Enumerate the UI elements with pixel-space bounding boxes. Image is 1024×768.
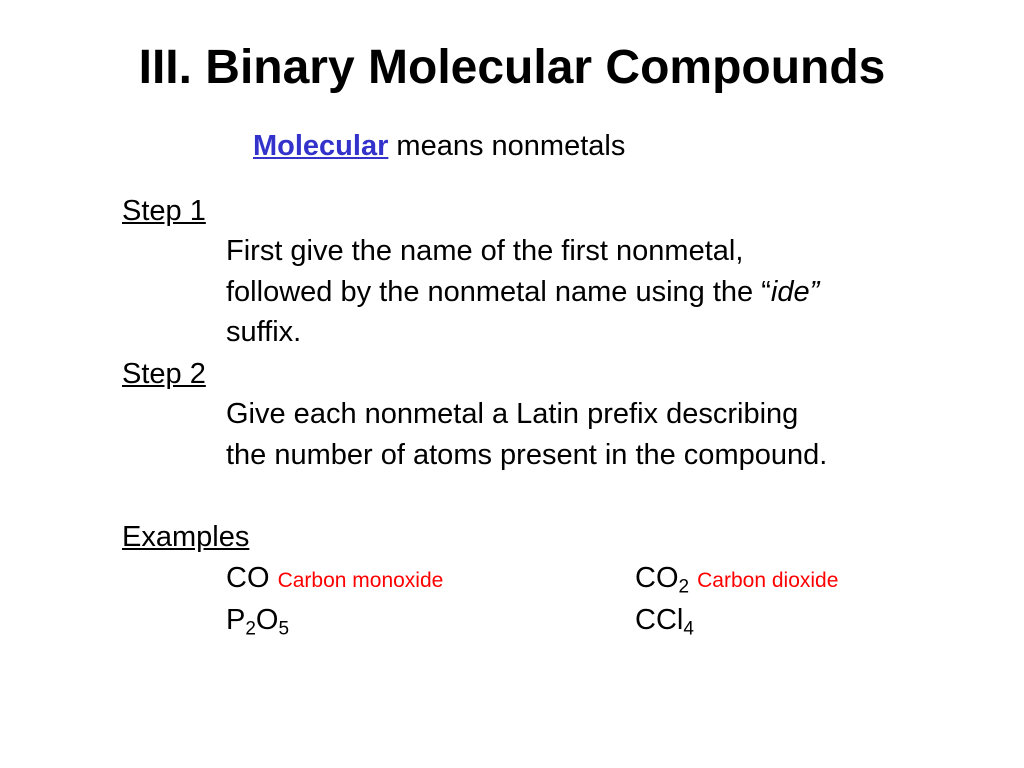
subtitle-keyword: Molecular: [253, 130, 389, 162]
subtitle: [253, 130, 625, 163]
example-co: [226, 564, 443, 593]
step2-line2: the number of atoms present in the compound.: [226, 439, 828, 471]
step1-line3: suffix.: [226, 316, 302, 348]
suffix-ide: ide”: [770, 276, 820, 308]
example-co2: [635, 562, 839, 598]
formula-p-subscript: 2: [245, 618, 256, 640]
formula-co2-base: CO: [635, 562, 679, 594]
formula-ccl-subscript: 4: [683, 618, 694, 640]
formula-ccl-base: CCl: [635, 604, 684, 636]
subtitle-rest: means nonmetals: [388, 130, 626, 162]
example-p2o5: [226, 604, 290, 640]
formula-o-subscript: 5: [278, 618, 290, 640]
example-ccl4: [635, 604, 694, 640]
name-carbon-monoxide: Carbon monoxide: [277, 569, 444, 592]
step1-line2: [226, 278, 819, 307]
formula-o: O: [255, 604, 279, 636]
step1-line2-text: followed by the nonmetal name using the “: [226, 276, 771, 308]
step2-line1: Give each nonmetal a Latin prefix describing: [226, 398, 799, 430]
name-carbon-dioxide: Carbon dioxide: [697, 569, 839, 592]
formula-co2-subscript: 2: [678, 576, 690, 598]
formula-co: CO: [226, 562, 270, 594]
examples-heading: Examples: [122, 521, 250, 553]
step1-heading: Step 1: [122, 195, 206, 227]
step1-line1: First give the name of the first nonmetal,: [226, 235, 744, 267]
step2-heading: Step 2: [122, 358, 206, 390]
formula-p: P: [226, 604, 246, 636]
slide-title: III. Binary Molecular Compounds: [138, 41, 886, 94]
